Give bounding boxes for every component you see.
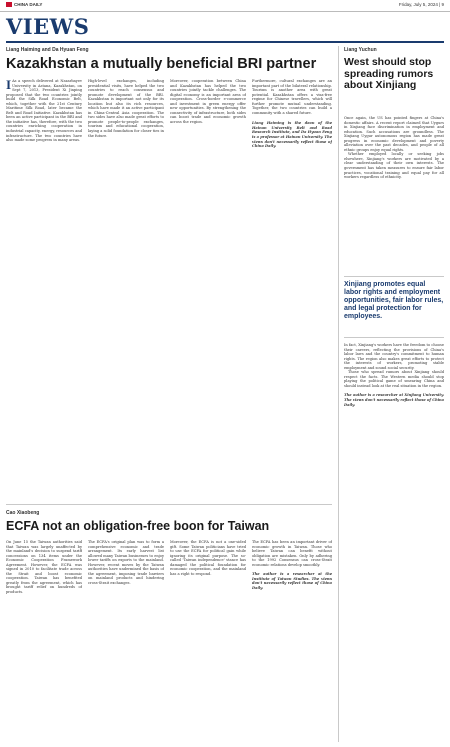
article-top-column-3 bbox=[170, 79, 246, 449]
issue-date: Friday, July 5, 2024 | 9 bbox=[398, 2, 444, 7]
article-side-byline: Liang Yuchun bbox=[344, 47, 377, 53]
article-bottom-col2-text: The ECFA's original plan was to form a comprehensive economic and trade arrangement. Its early harvest list allowed many Taiwan businesses to enjoy lower tariffs on exports to the mainland. However, recent moves by the Taiwan authorities have undermined the basis of the agreement, imposing trade barriers on mainland products and hindering cross-Strait exchanges. bbox=[88, 540, 164, 585]
article-top-column-1 bbox=[6, 79, 82, 449]
article-bottom-column-3 bbox=[170, 540, 246, 742]
article-side-text-2: Whether employed locally or seeking jobs elsewhere, Xinjiang's workers are motivated by a clear understanding of their own interests. The government has taken measures to ensure fair labor practices, vocational training and equal pay for all workers regardless of ethnicity. bbox=[344, 152, 444, 180]
article-bottom-headline: ECFA not an obligation-free boon for Taiwan bbox=[6, 519, 270, 533]
article-bottom-column-2 bbox=[88, 540, 164, 742]
article-bottom-byline: Cao Xiaobeng bbox=[6, 510, 40, 516]
pullquote-rule-top bbox=[344, 276, 444, 277]
article-top-byline: Liang Haiming and Da Hyuan Feng bbox=[6, 47, 89, 53]
article-bottom-col3-text: Moreover, the ECFA is not a one-sided gift. Some Taiwan politicians have tried to use the ECFA for political gain while ignoring its original purpose. The so-called 'Taiwan independence' stance has damaged the political foundation for economic cooperation, and the mainland has a right to respond. bbox=[170, 540, 246, 576]
article-side-text-3: In fact, Xinjiang's workers have the freedom to choose their careers, reflecting the provisions of China's labor laws and the country's commitment to human rights. The region also makes great efforts to protect the interests of workers, promoting stable employment and sound social security. bbox=[344, 343, 444, 370]
article-bottom-column-1 bbox=[6, 540, 82, 742]
article-bottom-column-4 bbox=[252, 540, 332, 742]
article-side-pullquote: Xinjiang promotes equal labor rights and employment opportunities, fair labor rules, and legal protection for employees. bbox=[344, 281, 444, 320]
article-side-text-4: Those who spread rumors about Xinjiang should respect the facts. The Western media should stop playing the political game of smearing China and should instead look at the real situation in the region. bbox=[344, 370, 444, 388]
article-side-section-1 bbox=[344, 116, 444, 272]
article-side-section-2 bbox=[344, 343, 444, 742]
article-side-text-1: Once again, the US has pointed fingers at China's domestic affairs. A recent report claimed that Uygurs in Xinjiang face discrimination in employment and education. Such accusations are groundless. The Xinjiang Uygur autonomous region has made great progress in economic development and poverty alleviation over the past decades, and people of all ethnic groups enjoy equal rights. bbox=[344, 116, 444, 152]
article-top-column-2 bbox=[88, 79, 164, 449]
article-top-col2-text: High-level exchanges, including presidential visits, have helped the two countries to reach consensus and promote development of the BRI. Kazakhstan is important not only for its location but also its rich resources, which have made it an active participant in China-Central Asia cooperation. The two sides have also made great efforts to promote people-to-people exchanges, tourism and educational cooperation, laying a solid foundation for closer ties in the future. bbox=[88, 79, 164, 138]
masthead-bar bbox=[0, 0, 450, 12]
newspaper-logo bbox=[6, 2, 42, 7]
article-top-author-note: Liang Haiming is the dean of the Hainan University Belt and Road Research Institute, and Da Hyuan Feng is a professor at Hainan University. The views don't necessarily reflect those of China Daily. bbox=[252, 121, 332, 149]
drop-cap: I bbox=[6, 79, 12, 92]
article-top-col1-text: As a speech delivered at Nazarbayev University in Astana, Kazakhstan, on Sept 7, 2013, President Xi Jinping proposed that the two countries jointly build the Silk Road Economic Belt, which, together with the 21st Century Maritime Silk Road, later became the Belt and Road Initiative. Kazakhstan has been an active participant in the BRI and the initiative has, therefore, with the two countries enriching cooperation in industrial capacity, energy, resources and infrastructure. The two countries have also made some progress in many areas. bbox=[6, 79, 82, 143]
pullquote-rule-bottom bbox=[344, 337, 444, 338]
article-bottom-author-note: The author is a researcher at the Institute of Taiwan Studies. The views don't necessarily reflect those of China Daily. bbox=[252, 572, 332, 590]
article-top-col3-text: Moreover, cooperation between China and Kazakhstan has helped the two countries jointly tackle challenges. The digital economy is an important area of cooperation. Cross-border e-commerce and investment in green energy offer new opportunities. By strengthening the connectivity of infrastructure, both sides can boost trade and economic growth across the region. bbox=[170, 79, 246, 124]
section-title: VIEWS bbox=[6, 14, 90, 39]
paper-name: CHINA DAILY bbox=[14, 2, 43, 7]
article-bottom-col4-text: The ECFA has been an important driver of economic growth in Taiwan. Those who believe Taiwan can benefit without obligation are mistaken. Only by adhering to the 1992 Consensus can cross-Strait economic relations develop smoothly. bbox=[252, 540, 332, 567]
column-divider bbox=[338, 46, 339, 742]
article-top-column-4 bbox=[252, 79, 332, 449]
article-side-headline: West should stop spreading rumors about Xinjiang bbox=[344, 56, 434, 91]
article-top-col4-text: Furthermore, cultural exchanges are an important part of the bilateral relationship. Tourism is another area with great potential. Kazakhstan offers a visa-free regime for Chinese travellers, which will further promote mutual understanding. Together, the two countries can build a community with a shared future. bbox=[252, 79, 332, 115]
article-divider bbox=[6, 504, 332, 505]
article-top-headline: Kazakhstan a mutually beneficial BRI partner bbox=[6, 56, 317, 72]
flag-icon bbox=[6, 2, 12, 7]
article-side-author-note: The author is a researcher at Xinjiang University. The views don't necessarily reflect those of China Daily. bbox=[344, 393, 444, 407]
section-rule bbox=[6, 41, 444, 43]
article-bottom-col1-text: On June 15 the Taiwan authorities said that Taiwan was largely unaffected by the mainland's decision to suspend tariff concessions on 134 items under the Economic Cooperation Framework Agreement. However, the ECFA was signed in 2010 to facilitate trade across the Strait and boost economic cooperation. Taiwan has benefited greatly from the agreement, which has brought tariff relief on hundreds of products. bbox=[6, 540, 82, 595]
